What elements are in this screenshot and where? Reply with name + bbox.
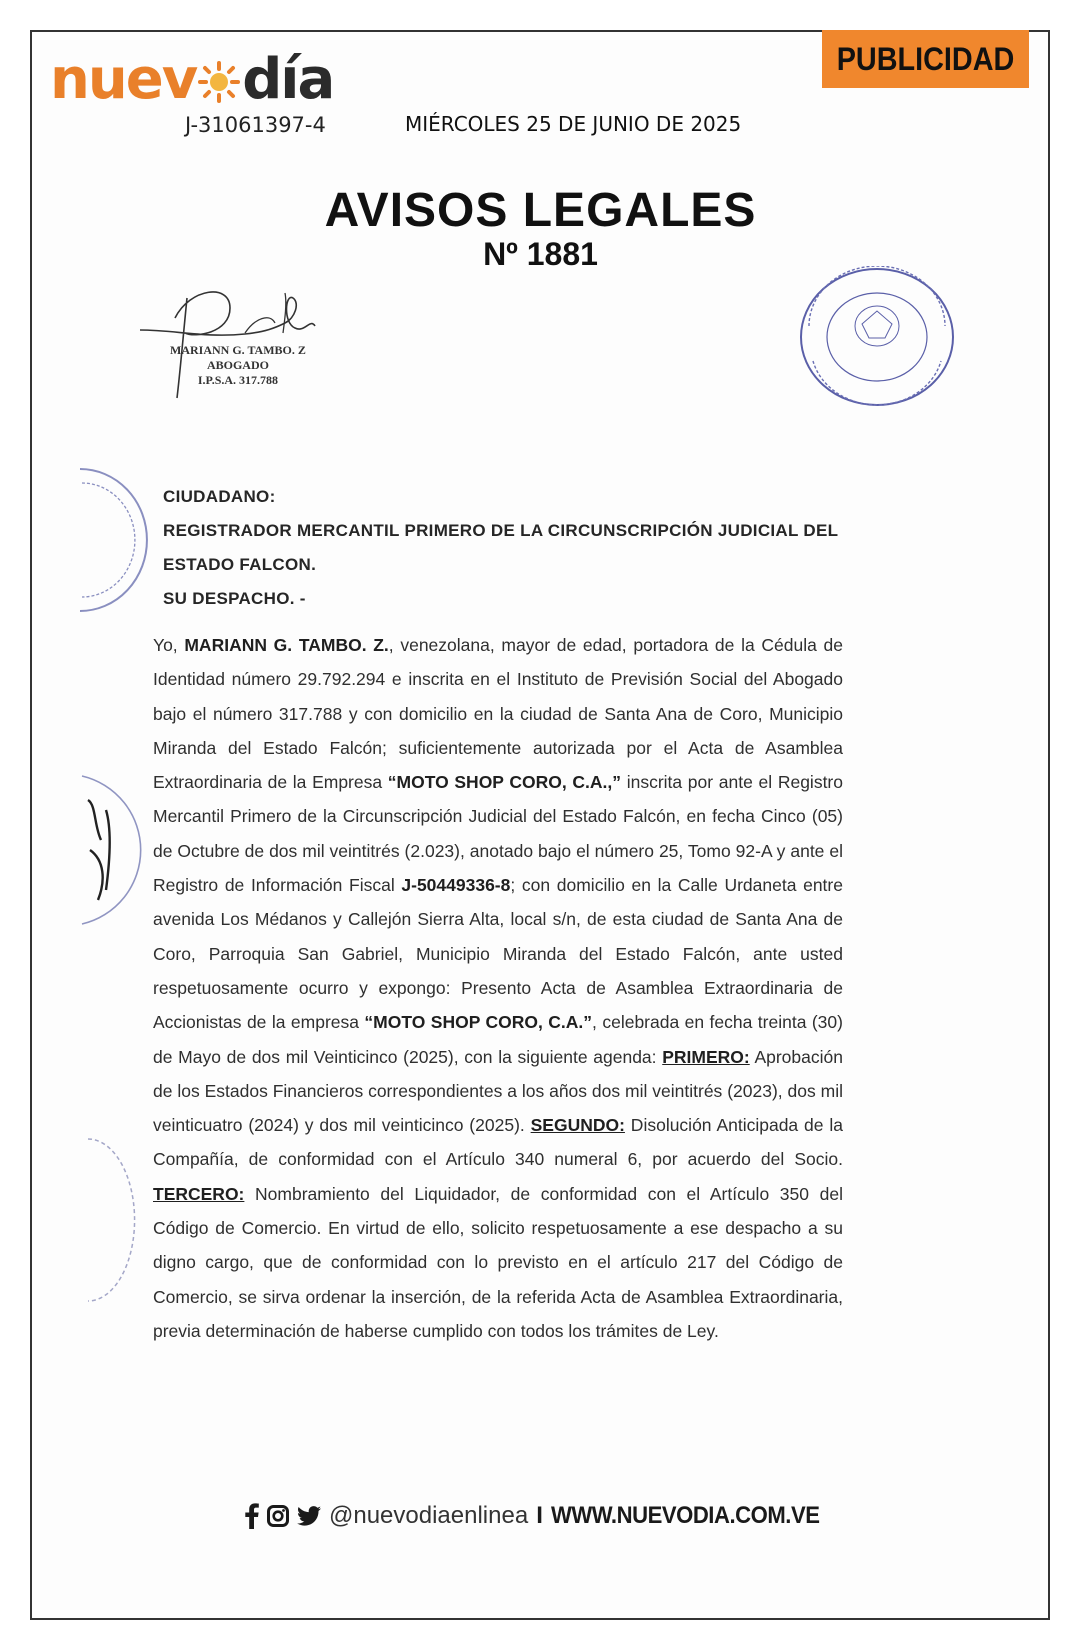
- signature-ipsa: I.P.S.A. 317.788: [197, 373, 279, 387]
- notice-body: [153, 628, 843, 1348]
- logo-text-part1: nuev: [50, 47, 197, 112]
- footer: [245, 1502, 843, 1530]
- agenda-segundo: SEGUNDO:: [530, 1115, 625, 1136]
- body-text-5: , celebrada en fecha treinta (30) de Mayo de dos mil Veinticinco (2025), con la siguiente agenda:: [153, 1012, 843, 1067]
- body-lawyer-name: MARIANN G. TAMBO. Z.: [184, 635, 389, 655]
- body-company-name-1: “MOTO SHOP CORO, C.A.,”: [387, 772, 622, 793]
- newspaper-logo: [50, 47, 334, 112]
- addressee-line-4: SU DESPACHO. -: [163, 589, 306, 608]
- social-handle[interactable]: @nuevodiaenlinea: [329, 1502, 529, 1529]
- body-text-6: Aprobación de los Estados Financieros correspondientes a los años dos mil veintitrés (2023), dos mil veinticuatro (2024) y dos mil veinticinco (2025).: [153, 1046, 843, 1136]
- body-text-3: inscrita por ante el Registro Mercantil Primero de la Circunscripción Judicial del Estado Falcón, en fecha Cinco (05) de Octubre de dos mil veintitrés (2.023), anotado bajo el número 25, Tomo 92-A y ante el Registro de Información Fiscal: [153, 772, 843, 896]
- partial-seal-left-bottom: [86, 1135, 136, 1305]
- body-text-7: Disolución Anticipada de la Compañía, de conformidad con el Artículo 340 numeral 6, por acuerdo del Socio.: [153, 1115, 843, 1170]
- agenda-primero: PRIMERO:: [662, 1046, 750, 1067]
- publicidad-badge: PUBLICIDAD: [822, 30, 1029, 88]
- signature-role: ABOGADO: [206, 358, 269, 372]
- notice-number: Nº 1881: [483, 236, 598, 272]
- website-link[interactable]: WWW.NUEVODIA.COM.VE: [550, 1502, 820, 1529]
- addressee-line-2: REGISTRADOR MERCANTIL PRIMERO DE LA CIRCUNSCRIPCIÓN JUDICIAL DEL: [163, 521, 839, 540]
- facebook-icon[interactable]: [245, 1503, 259, 1529]
- addressee-block: [163, 480, 838, 616]
- addressee-line-1: CIUDADANO:: [163, 487, 276, 506]
- signature-block: [170, 343, 306, 388]
- agenda-tercero: TERCERO:: [153, 1183, 245, 1204]
- newspaper-rif: J-31061397-4: [185, 113, 326, 137]
- partial-seal-left-top: [78, 465, 148, 615]
- official-seal: [797, 266, 957, 408]
- body-company-name-2: “MOTO SHOP CORO, C.A.”: [364, 1012, 593, 1033]
- publication-date: MIÉRCOLES 25 DE JUNIO DE 2025: [405, 112, 742, 136]
- body-text-8: Nombramiento del Liquidador, de conformidad con el Artículo 350 del Código de Comercio. En virtud de ello, solicito respetuosamente a ese despacho a su digno cargo, que de conformidad con lo previsto en el artículo 217 del Código de Comercio, se sirva ordenar la inserción, de la referida Acta de Asamblea Extraordinaria, previa determinación de haberse cumplido con todos los trámites de Ley.: [153, 1183, 843, 1341]
- page-title: AVISOS LEGALES: [324, 184, 757, 237]
- sun-icon: [197, 60, 241, 104]
- body-text-2: , venezolana, mayor de edad, portadora de la Cédula de Identidad número 29.792.294 e inscrita en el Instituto de Previsión Social del Abogado bajo el número 317.788 y con domicilio en la ciudad de Santa Ana de Coro, Municipio Miranda del Estado Falcón; suficientemente autorizada por el Acta de Asamblea Extraordinaria de la Empresa: [153, 635, 843, 793]
- body-text-1: Yo,: [153, 635, 185, 655]
- logo-text-part2: día: [242, 47, 334, 112]
- twitter-icon[interactable]: [297, 1506, 321, 1526]
- instagram-icon[interactable]: [267, 1505, 289, 1527]
- footer-separator: I: [536, 1502, 543, 1529]
- signature-name: MARIANN G. TAMBO. Z: [170, 343, 306, 357]
- body-company-rif: J-50449336-8: [401, 875, 511, 896]
- body-text-4: ; con domicilio en la Calle Urdaneta entre avenida Los Médanos y Callejón Sierra Alta, local s/n, de esta ciudad de Santa Ana de Coro, Parroquia San Gabriel, Municipio Miranda del Estado Falcón, ante usted respetuosamente ocurro y expongo: Presento Acta de Asamblea Extraordinaria de Accionistas de la empresa: [153, 875, 843, 1033]
- addressee-line-3: ESTADO FALCON.: [163, 555, 317, 574]
